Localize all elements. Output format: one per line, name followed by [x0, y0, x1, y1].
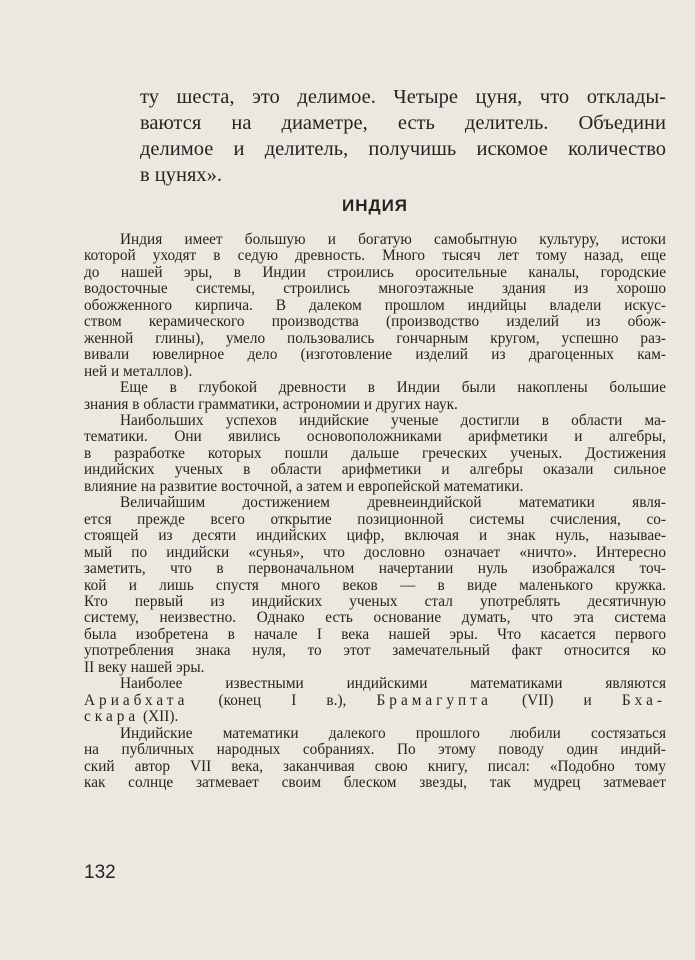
text-line: кой и лишь спустя много веков — в виде маленького кружка.: [84, 576, 666, 594]
text-line: ней и металлов).: [84, 362, 193, 380]
paragraph: [84, 413, 666, 495]
text-line: ется прежде всего открытие позиционной системы счисления, со-: [84, 510, 666, 528]
text-line: на публичных народных собраниях. По этому поводу один индий-: [84, 741, 666, 759]
intro-text: [140, 84, 666, 188]
text-line: как солнце затмевает своим блеском звезды, так мудрец затмевает: [84, 773, 666, 791]
text-line: Наибольших успехов индийские ученые достигли в области ма-: [120, 411, 666, 429]
text-line: Величайшим достижением древнеиндийской математики явля-: [120, 494, 666, 512]
text-line: вивали ювелирное дело (изготовление изделий из драгоценных кам-: [84, 346, 666, 364]
text-line: Еще в глубокой древности в Индии были накоплены большие: [120, 379, 666, 397]
text-line: индийских ученых в области арифметики и алгебры оказали сильное: [84, 461, 666, 479]
text-line: водосточные системы, строились многоэтажные здания из хорошо: [84, 280, 666, 298]
text-line: Индийские математики далекого прошлого любили состязаться: [120, 724, 666, 742]
text-line: ский автор VII века, заканчивая свою книгу, писал: «Подобно тому: [84, 757, 666, 775]
text-line: II веку нашей эры.: [84, 658, 205, 676]
text-fragment: (конец I в.),: [188, 691, 377, 709]
paragraph: [84, 495, 666, 676]
text-line: систему, неизвестно. Однако есть основание думать, что эта система: [84, 609, 666, 627]
text-line: Кто первый из индийских ученых стал употреблять десятичную: [84, 592, 666, 610]
text-line: обожженного кирпича. В далеком прошлом индийцы владели искус-: [84, 296, 666, 314]
text-line: ваются на диаметре, есть делитель. Объедини: [140, 112, 666, 134]
mathematician-name: скара: [84, 708, 140, 726]
text-line: знания в области грамматики, астрономии и других наук.: [84, 395, 458, 413]
text-line: Индия имеет большую и богатую самобытную культуру, истоки: [120, 231, 666, 248]
text-line: [84, 693, 666, 709]
text-line: ством керамического производства (производство изделий из обож-: [84, 313, 666, 331]
mathematician-name: Бха-: [621, 691, 666, 709]
mathematician-name: Брамагупта: [376, 691, 492, 709]
text-line: в разработке которых пошли дальше греческих ученых. Достижения: [84, 444, 666, 462]
text-line: [84, 709, 666, 725]
text-line: делимое и делитель, получишь искомое количество: [140, 138, 666, 160]
paragraph: [84, 726, 666, 792]
mathematician-name: Ариабхата: [84, 691, 189, 709]
text-line: стоящей из десяти индийских цифр, включая и знак нуль, называе-: [84, 527, 666, 545]
text-line: которой уходят в седую древность. Много тысяч лет тому назад, еще: [84, 247, 666, 265]
paragraph: [84, 676, 666, 725]
text-line: женной глины), умело пользовались гончарным кругом, успешно раз-: [84, 329, 666, 347]
page-number: 132: [84, 862, 116, 883]
text-line: в цунях».: [140, 164, 223, 186]
text-fragment: (XII).: [139, 708, 179, 726]
text-line: до нашей эры, в Индии строились оросительные каналы, городские: [84, 263, 666, 281]
text-line: мый по индийски «сунья», что дословно означает «ничто». Интересно: [84, 543, 666, 561]
text-line: употребления знака нуля, то этот замечательный факт относится ко: [84, 642, 666, 660]
text-fragment: (VII) и: [491, 691, 622, 709]
text-line: заметить, что в первоначальном начертании нуль изображался точ-: [84, 560, 666, 578]
paragraph: [84, 232, 666, 380]
text-line: тематики. Они явились основоположниками арифметики и алгебры,: [84, 428, 666, 446]
text-line: влияние на развитие восточной, а затем и европейской математики.: [84, 477, 524, 495]
paragraph: [84, 380, 666, 413]
section-heading: ИНДИЯ: [341, 196, 409, 215]
section-body: [84, 232, 666, 791]
text-line: ту шеста, это делимое. Четыре цуня, что отклады-: [140, 86, 666, 108]
text-line: была изобретена в начале I века нашей эры. Что касается первого: [84, 625, 666, 643]
text-line: Наиболее известными индийскими математиками являются: [120, 675, 666, 693]
